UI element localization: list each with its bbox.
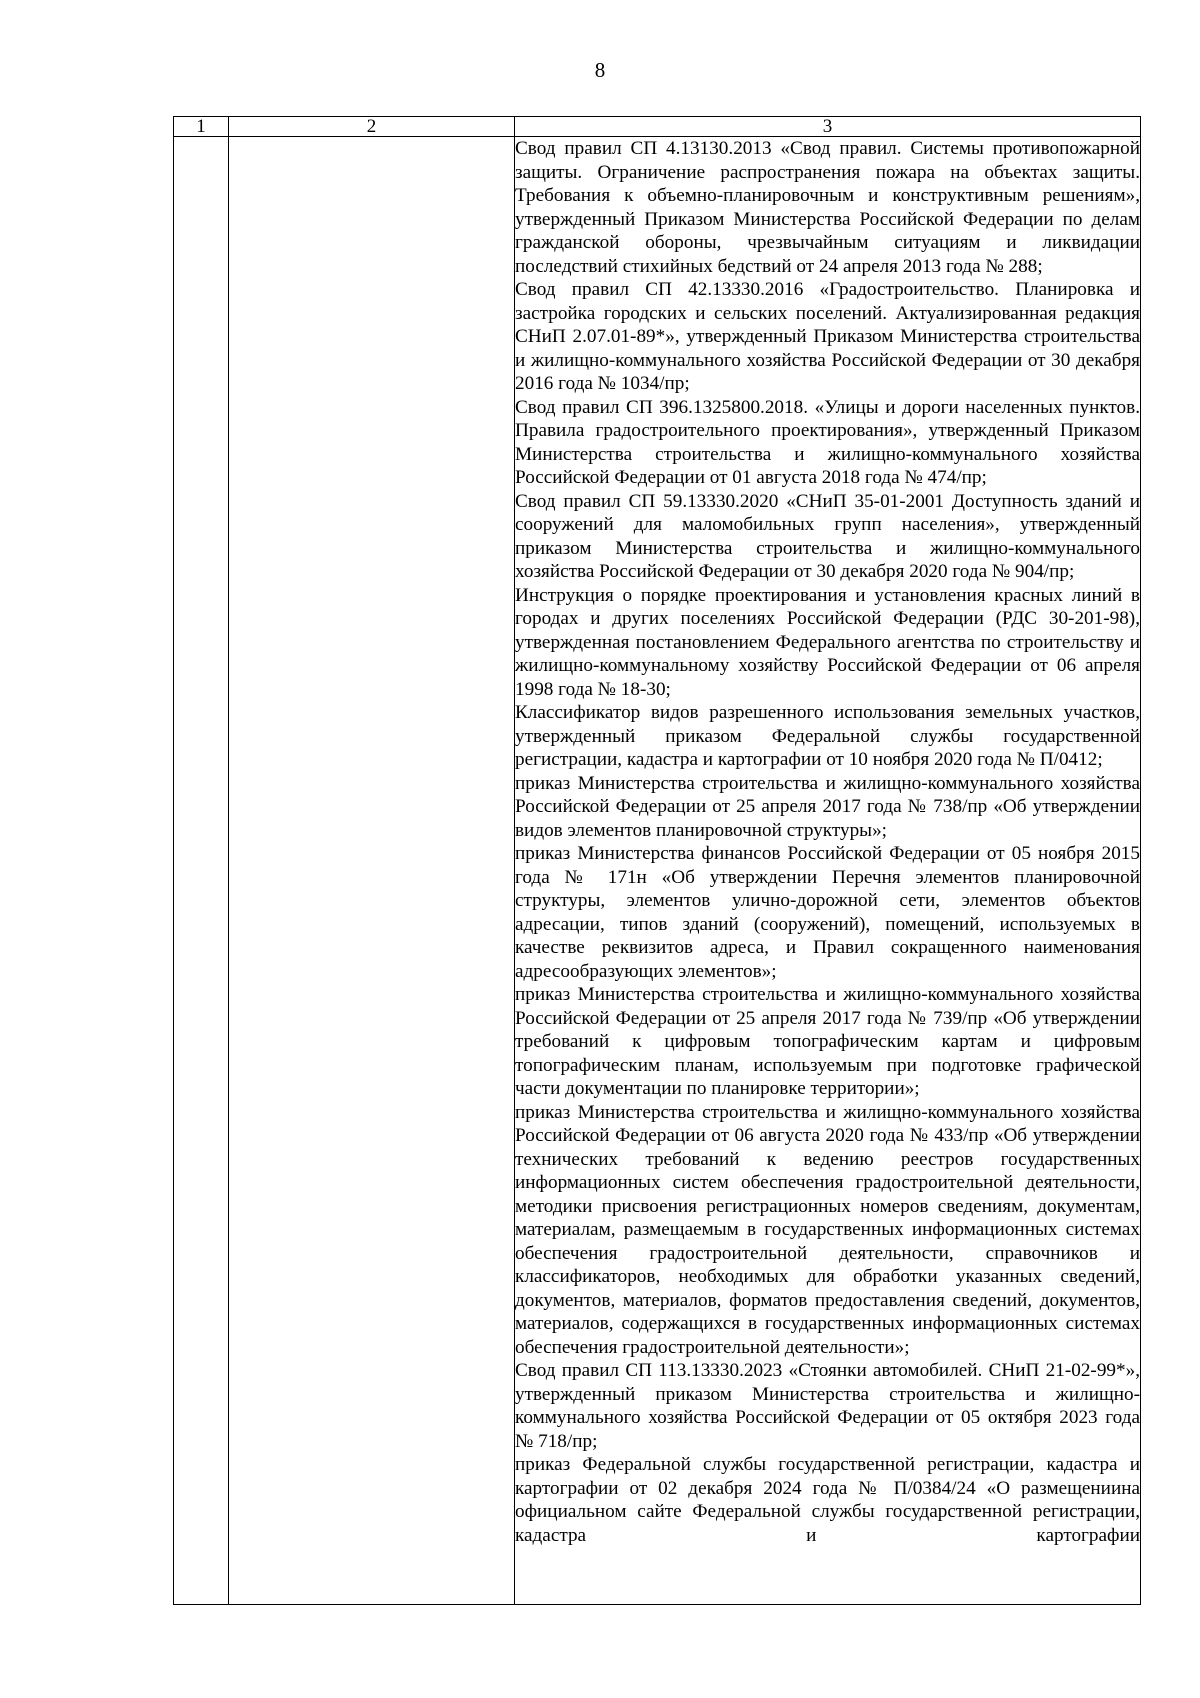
list-item: Свод правил СП 396.1325800.2018. «Улицы и дороги населенных пунктов. Правила градостроительного проектирования», утвержденный Приказом Министерства строительства и жилищно-коммунального хозяйства Российской Федерации от 01 августа 2018 года № 474/пр; xyxy=(515,396,1140,488)
list-item: приказ Министерства финансов Российской Федерации от 05 ноября 2015 года № 171н «Об утверждении Перечня элементов планировочной структуры, элементов улично-дорожной сети, элементов объектов адресации, типов зданий (сооружений), помещений, используемых в качестве реквизитов адреса, и Правил сокращенного наименования адресообразующих элементов»; xyxy=(515,843,1140,982)
table-row xyxy=(174,137,1141,1605)
list-item: Свод правил СП 4.13130.2013 «Свод правил. Системы противопожарной защиты. Ограничение распространения пожара на объектах защиты. Требования к объемно-планировочным и конструктивным решениям», утвержденный Приказом Министерства Российской Федерации по делам гражданской обороны, чрезвычайным ситуациям и ликвидации последствий стихийных бедствий от 24 апреля 2013 года № 288; xyxy=(515,138,1140,277)
header-col-1: 1 xyxy=(174,117,229,137)
list-item: Классификатор видов разрешенного использования земельных участков, утвержденный приказом Федеральной службы государственной регистрации, кадастра и картографии от 10 ноября 2020 года № П/0412; xyxy=(515,702,1140,770)
list-item: Свод правил СП 42.13330.2016 «Градостроительство. Планировка и застройка городских и сельских поселений. Актуализированная редакция СНиП 2.07.01-89*», утвержденный Приказом Министерства строительства и жилищно-коммунального хозяйства Российской Федерации от 30 декабря 2016 года № 1034/пр; xyxy=(515,279,1140,394)
page-number: 8 xyxy=(594,58,606,82)
list-item: Свод правил СП 59.13330.2020 «СНиП 35-01-2001 Доступность зданий и сооружений для маломобильных групп населения», утвержденный приказом Министерства строительства и жилищно-коммунального хозяйства Российской Федерации от 30 декабря 2020 года № 904/пр; xyxy=(515,490,1140,582)
cell-col-3 xyxy=(515,137,1141,1605)
list-item: приказ Министерства строительства и жилищно-коммунального хозяйства Российской Федерации от 06 августа 2020 года № 433/пр «Об утверждении технических требований к ведению реестров государственных информационных систем обеспечения градостроительной деятельности, методики присвоения регистрационных номеров сведениям, документам, материалам, размещаемым в государственных информационных системах обеспечения градостроительной деятельности, справочников и классификаторов, необходимых для обработки указанных сведений, документов, материалов, форматов предоставления сведений, документов, материалов, содержащихся в государственных информационных системах обеспечения градостроительной деятельности»; xyxy=(515,1101,1140,1358)
list-item: Свод правил СП 113.13330.2023 «Стоянки автомобилей. СНиП 21-02-99*», утвержденный приказом Министерства строительства и жилищно-коммунального хозяйства Российской Федерации от 05 октября 2023 года № 718/пр; xyxy=(515,1360,1140,1452)
list-item: приказ Федеральной службы государственной регистрации, кадастра и картографии от 02 декабря 2024 года № П/0384/24 «О размещениина официальном сайте Федеральной службы государственной регистрации, кадастра и картографии xyxy=(515,1454,1140,1546)
list-item: приказ Министерства строительства и жилищно-коммунального хозяйства Российской Федерации от 25 апреля 2017 года № 739/пр «Об утверждении требований к цифровым топографическим картам и цифровым топографическим планам, используемым при подготовке графической части документации по планировке территории»; xyxy=(515,984,1140,1099)
header-col-2: 2 xyxy=(229,117,515,137)
cell-col-1 xyxy=(174,137,229,1605)
cell-col-2 xyxy=(229,137,515,1605)
table-header-row xyxy=(174,117,1141,137)
list-item: Инструкция о порядке проектирования и установления красных линий в городах и других поселениях Российской Федерации (РДС 30-201-98), утвержденная постановлением Федерального агентства по строительству и жилищно-коммунальному хозяйству Российской Федерации от 06 апреля 1998 года № 18-30; xyxy=(515,584,1140,700)
header-col-3: 3 xyxy=(515,117,1141,137)
list-item: приказ Министерства строительства и жилищно-коммунального хозяйства Российской Федерации от 25 апреля 2017 года № 738/пр «Об утверждении видов элементов планировочной структуры»; xyxy=(515,772,1140,841)
requirements-table xyxy=(173,116,1141,1605)
